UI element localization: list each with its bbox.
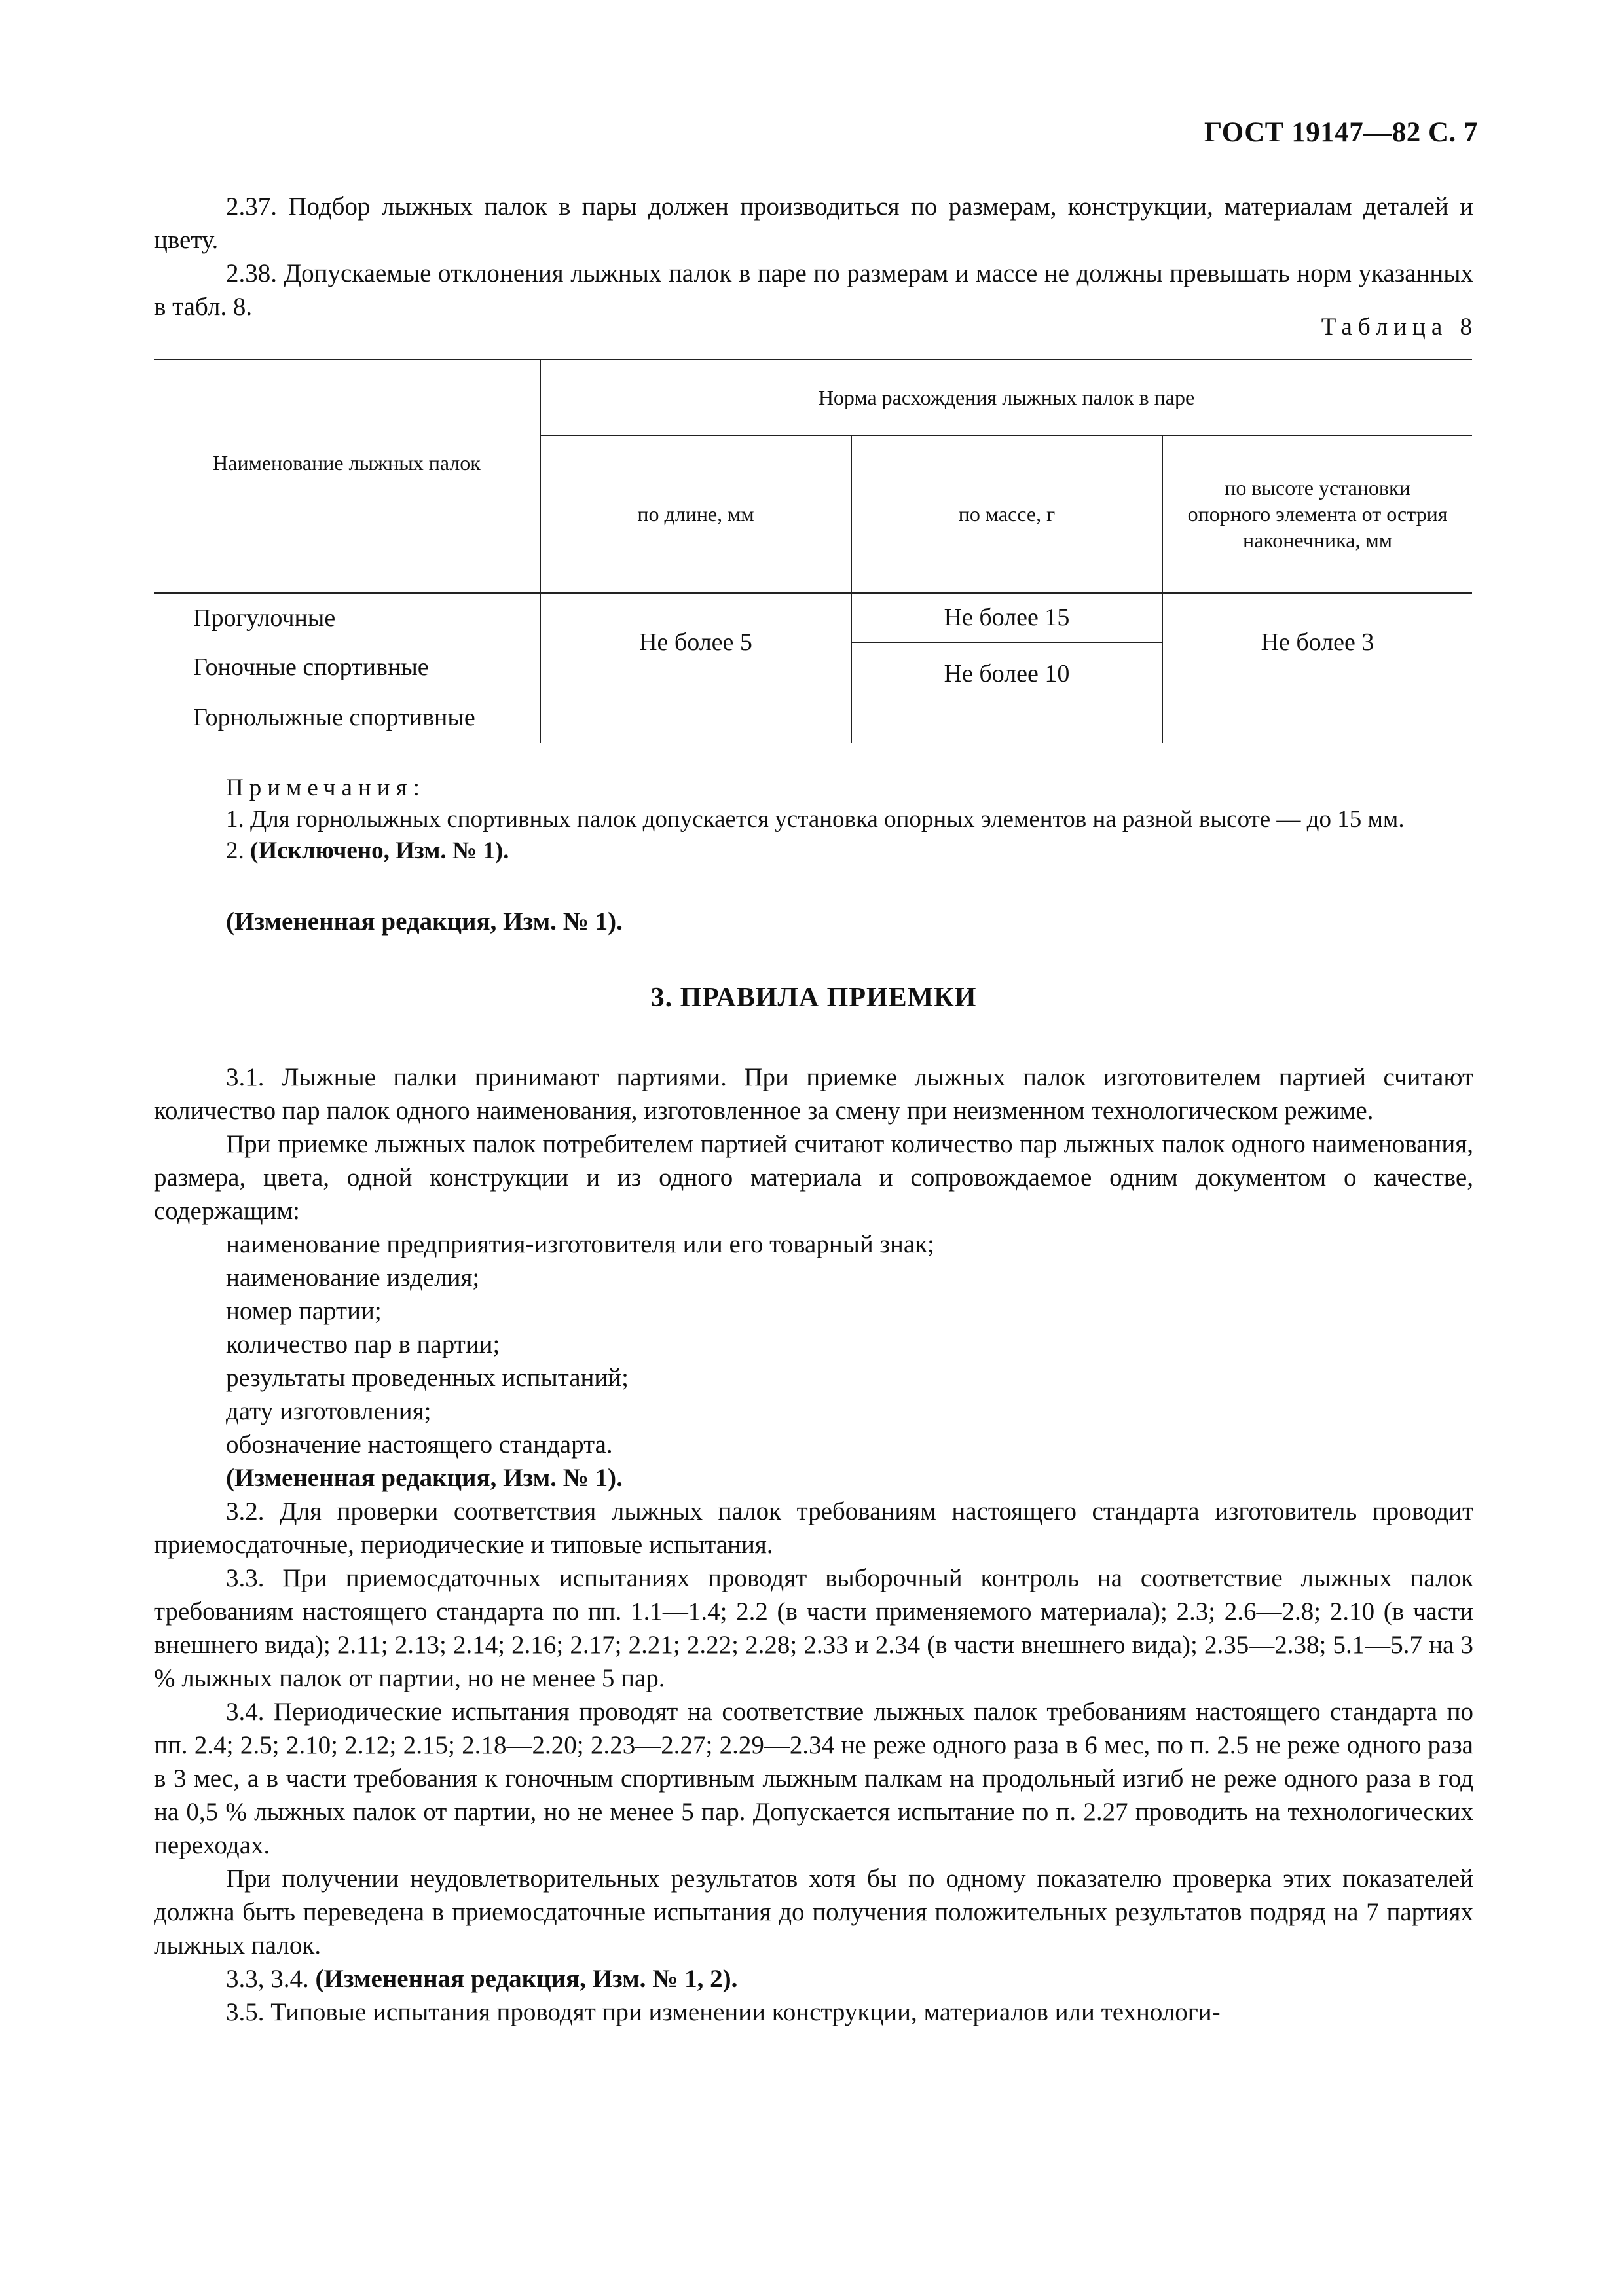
paragraph-3-4: 3.4. Периодические испытания проводят на соответствие лыжных палок требованиям настоящего стандарта по пп. 2.4; 2.5; 2.10; 2.12; 2.15; 2.18—2.20; 2.23—2.27; 2.29—2.34 не реже одного раза в 6 мес, по п. 2.5 не реже одного раза в 3 мес, а в части требования к гоночным спортивным лыжным палкам на продольный изгиб не реже одного раза в год на 0,5 % лыжных палок от партии, но не менее 5 пар. Допускается испытание по п. 2.27 проводить на технологических переходах. (154, 1698, 1473, 1859)
list-item-2: наименование изделия; (226, 1264, 480, 1292)
notes-title: Примечания: (226, 774, 426, 801)
section-3-heading: 3. ПРАВИЛА ПРИЕМКИ (650, 983, 977, 1013)
header-height: по высоте установки опорного элемента от острия наконечника, мм (1162, 435, 1472, 592)
paragraph-2-38: 2.38. Допускаемые отклонения лыжных палок в паре по размерам и массе не должны превышать норм указанных в табл. 8. (154, 259, 1473, 321)
revised-1: (Измененная редакция, Изм. № 1). (226, 1464, 623, 1492)
list-item-1: наименование предприятия-изготовителя или его товарный знак; (226, 1230, 934, 1258)
table-caption: Таблица 8 (1321, 314, 1478, 340)
mass-value-2: Не более 10 (851, 642, 1162, 743)
note-2-number: 2. (226, 837, 250, 864)
header-name-col: Наименование лыжных палок (154, 359, 540, 592)
revised-text: (Измененная редакция, Изм. № 1). (226, 907, 623, 936)
list-item-6: дату изготовления; (226, 1397, 432, 1425)
revised-note (154, 905, 1473, 938)
header-mass: по массе, г (851, 435, 1162, 592)
height-value: Не более 3 (1162, 592, 1472, 743)
table-8 (154, 359, 1472, 743)
list-item-4: количество пар в партии; (226, 1330, 500, 1358)
row-name-3: Горнолыжные спортивные (193, 704, 475, 731)
list-item-5: результаты проведенных испытаний; (226, 1364, 629, 1392)
mass-value-1: Не более 15 (851, 592, 1162, 642)
page-header: ГОСТ 19147—82 С. 7 (1204, 117, 1478, 148)
note-2 (154, 835, 1473, 867)
revised-2-prefix: 3.3, 3.4. (226, 1965, 316, 1993)
paragraph-3-3: 3.3. При приемосдаточных испытаниях проводят выборочный контроль на соответствие лыжных палок требованиям настоящего стандарта по пп. 1.1—1.4; 2.2 (в части применяемого материала); 2.3; 2.6—2.8; 2.10 (в части внешнего вида); 2.11; 2.13; 2.14; 2.16; 2.17; 2.21; 2.22; 2.28; 2.33 и 2.34 (в части внешнего вида); 2.35—2.38; 5.1—5.7 на 3 % лыжных палок от партии, но не менее 5 пар. (154, 1564, 1473, 1692)
header-length: по длине, мм (540, 435, 851, 592)
list-item-3: номер партии; (226, 1297, 382, 1325)
length-value: Не более 5 (540, 592, 851, 743)
paragraph-2-37: 2.37. Подбор лыжных палок в пары должен производиться по размерам, конструкции, материалам деталей и цвету. (154, 192, 1473, 254)
note-2-bold: (Исключено, Изм. № 1). (250, 837, 509, 864)
intro-block (154, 190, 1473, 323)
paragraph-3-5: 3.5. Типовые испытания проводят при изменении конструкции, материалов или технологи- (226, 1998, 1221, 2026)
paragraph-3-1: 3.1. Лыжные палки принимают партиями. При приемке лыжных палок изготовителем партией считают количество пар палок одного наименования, изготовленное за смену при неизменном технологическом режиме. (154, 1063, 1473, 1125)
paragraph-3-1b: При приемке лыжных палок потребителем партией считают количество пар лыжных палок одного наименования, размера, цвета, одной конструкции и из одного материала и сопровождаемое одним документом о качестве, содержащим: (154, 1130, 1473, 1225)
revised-2 (154, 1962, 1473, 1995)
row-name-2: Гоночные спортивные (193, 653, 429, 681)
list-item-7: обозначение настоящего стандарта. (226, 1430, 613, 1459)
section-3-body (154, 1061, 1473, 2029)
notes-block (154, 773, 1473, 867)
paragraph-3-4b: При получении неудовлетворительных результатов хотя бы по одному показателю проверка этих показателей должна быть переведена в приемосдаточные испытания до получения положительных результатов подряд на 7 партиях лыжных палок. (154, 1865, 1473, 1959)
row-name-1: Прогулочные (193, 604, 336, 632)
revised-2-bold: (Измененная редакция, Изм. № 1, 2). (315, 1965, 738, 1993)
header-group: Норма расхождения лыжных палок в паре (540, 359, 1472, 435)
paragraph-3-2: 3.2. Для проверки соответствия лыжных палок требованиям настоящего стандарта изготовитель проводит приемосдаточные, периодические и типовые испытания. (154, 1497, 1473, 1559)
note-1: 1. Для горнолыжных спортивных палок допускается установка опорных элементов на разной высоте — до 15 мм. (226, 806, 1405, 833)
